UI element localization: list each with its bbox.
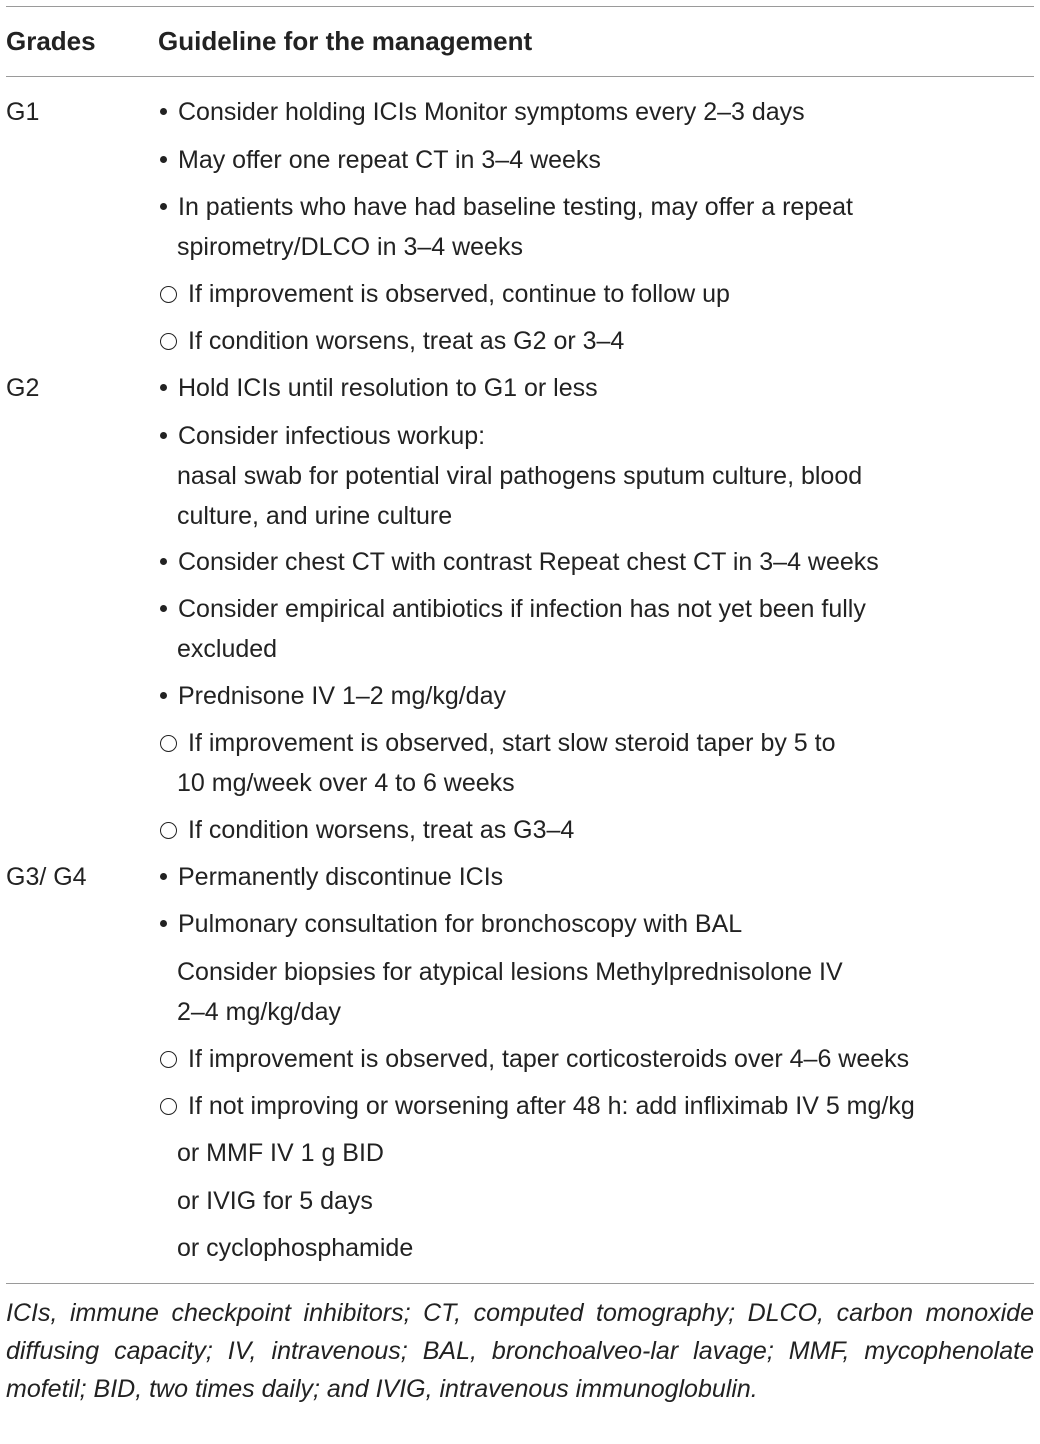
list-item: Consider biopsies for atypical lesions Methylprednisolone IV 2–4 mg/kg/day xyxy=(177,958,843,1026)
bullet-dot-icon xyxy=(158,547,178,577)
bullet-circle-icon xyxy=(158,1091,188,1121)
grade-label: G1 xyxy=(6,98,40,126)
bullet-dot-icon xyxy=(158,594,178,624)
list-item: or cyclophosphamide xyxy=(177,1234,414,1262)
bullet-circle-icon xyxy=(158,1044,188,1074)
table-footnote: ICIs, immune checkpoint inhibitors; CT, computed tomography; DLCO, carbon monoxide diffusing capacity; IV, intravenous; BAL, bronchoalveo-lar lavage; MMF, mycophenolate mofetil; BID, two times daily; and IVIG, intravenous immunoglobulin. xyxy=(6,1299,1034,1403)
list-item: If condition worsens, treat as G3–4 xyxy=(158,815,1018,845)
list-item: If improvement is observed, start slow steroid taper by 5 to 10 mg/week over 4 to 6 weeks xyxy=(158,728,1018,798)
bullet-dot-icon xyxy=(158,909,178,939)
list-item: Consider chest CT with contrast Repeat chest CT in 3–4 weeks xyxy=(158,547,1018,577)
bullet-dot-icon xyxy=(158,145,178,175)
bullet-circle-icon xyxy=(158,728,188,758)
bullet-circle-icon xyxy=(158,815,188,845)
list-item: Consider holding ICIs Monitor symptoms every 2–3 days xyxy=(158,97,1018,127)
list-item: If improvement is observed, taper corticosteroids over 4–6 weeks xyxy=(158,1044,1018,1074)
bullet-dot-icon xyxy=(158,862,178,892)
header-guideline: Guideline for the management xyxy=(158,26,533,56)
bullet-circle-icon xyxy=(158,326,188,356)
bullet-dot-icon xyxy=(158,681,178,711)
list-item: Consider infectious workup: nasal swab for potential viral pathogens sputum culture, blood culture, and urine culture xyxy=(158,421,1018,531)
list-item: If not improving or worsening after 48 h: add infliximab IV 5 mg/kg xyxy=(158,1091,1018,1121)
bullet-dot-icon xyxy=(158,421,178,451)
bullet-dot-icon xyxy=(158,97,178,127)
list-item: Prednisone IV 1–2 mg/kg/day xyxy=(158,681,1018,711)
header-rule xyxy=(6,76,1034,77)
list-item: or MMF IV 1 g BID xyxy=(177,1139,384,1167)
bullet-dot-icon xyxy=(158,192,178,222)
list-item: Pulmonary consultation for bronchoscopy with BAL xyxy=(158,909,1018,939)
list-item: or IVIG for 5 days xyxy=(177,1187,373,1215)
list-item: Hold ICIs until resolution to G1 or less xyxy=(158,373,1018,403)
header-grades: Grades xyxy=(6,26,96,56)
list-item: If condition worsens, treat as G2 or 3–4 xyxy=(158,326,1018,356)
list-item: Permanently discontinue ICIs xyxy=(158,862,1018,892)
list-item: In patients who have had baseline testing, may offer a repeat spirometry/DLCO in 3–4 weeks xyxy=(158,192,1018,262)
list-item: Consider empirical antibiotics if infection has not yet been fully excluded xyxy=(158,594,1018,664)
list-item: If improvement is observed, continue to follow up xyxy=(158,279,1018,309)
bottom-rule xyxy=(6,1283,1034,1284)
list-item: May offer one repeat CT in 3–4 weeks xyxy=(158,145,1018,175)
bullet-dot-icon xyxy=(158,373,178,403)
top-rule xyxy=(6,6,1034,7)
grade-label: G2 xyxy=(6,374,40,402)
grade-label: G3/ G4 xyxy=(6,863,87,891)
bullet-circle-icon xyxy=(158,279,188,309)
